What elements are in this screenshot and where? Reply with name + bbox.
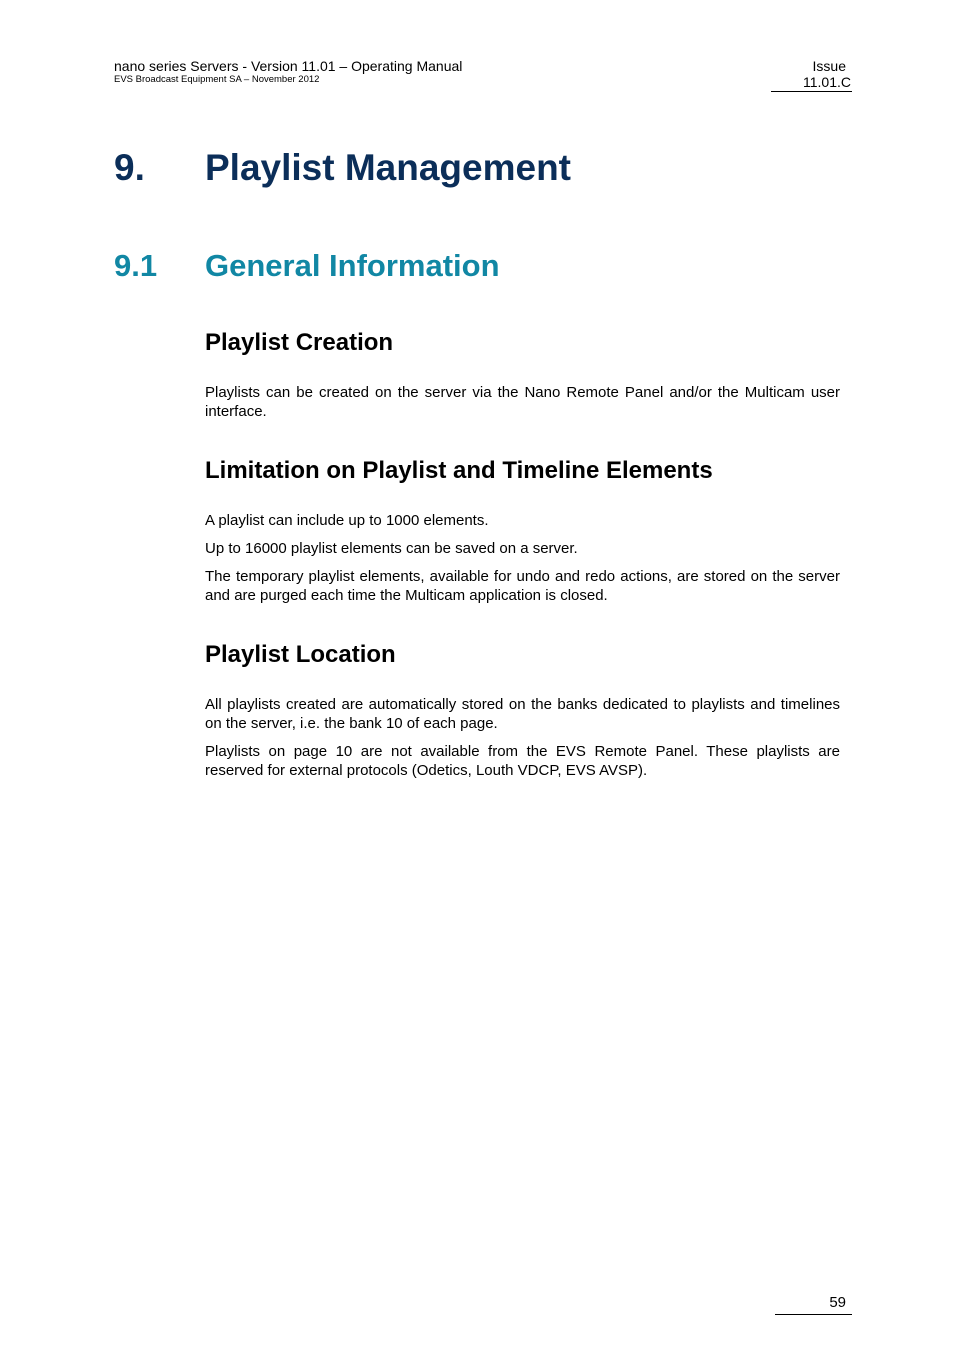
chapter-title: Playlist Management xyxy=(205,147,572,188)
issue-block xyxy=(771,58,851,90)
section-title: General Information xyxy=(205,248,500,283)
subsection-heading-limitation: Limitation on Playlist and Timeline Elements xyxy=(205,457,713,484)
paragraph: Playlists can be created on the server via the Nano Remote Panel and/or the Multicam user interface. xyxy=(205,384,840,420)
chapter-heading xyxy=(114,143,571,193)
section-number: 9.1 xyxy=(114,248,158,283)
paragraph: A playlist can include up to 1000 elements. xyxy=(205,512,489,529)
document-title: nano series Servers - Version 11.01 – Operating Manual xyxy=(114,58,463,74)
section-heading xyxy=(114,245,500,287)
paragraph: The temporary playlist elements, available for undo and redo actions, are stored on the server and are purged each time the Multicam application is closed. xyxy=(205,568,840,604)
footer-rule xyxy=(775,1314,852,1315)
issue-label: Issue xyxy=(812,58,846,74)
subsection-heading-playlist-location: Playlist Location xyxy=(205,641,396,668)
chapter-number: 9. xyxy=(114,147,145,188)
subsection-heading-playlist-creation: Playlist Creation xyxy=(205,329,394,356)
header-rule xyxy=(771,91,852,92)
paragraph: Up to 16000 playlist elements can be saved on a server. xyxy=(205,540,578,557)
page-number: 59 xyxy=(829,1294,846,1311)
paragraph: Playlists on page 10 are not available from the EVS Remote Panel. These playlists are reserved for external protocols (Odetics, Louth VDCP, EVS AVSP). xyxy=(205,743,840,779)
document-publisher-date: EVS Broadcast Equipment SA – November 2012 xyxy=(114,74,320,85)
issue-value: 11.01.C xyxy=(803,74,851,90)
paragraph: All playlists created are automatically stored on the banks dedicated to playlists and timelines on the server, i.e. the bank 10 of each page. xyxy=(205,696,840,732)
